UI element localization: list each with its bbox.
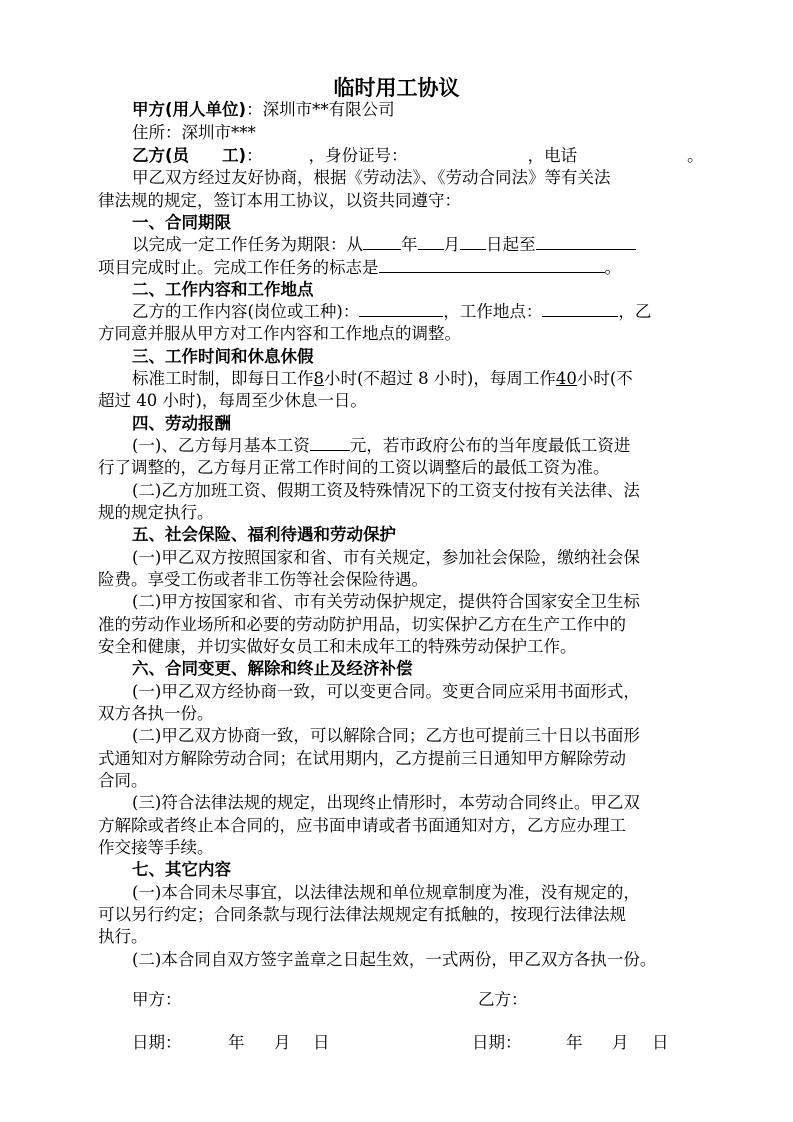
section-6-p2-line-3: 合同。 — [98, 771, 148, 790]
section-6-p1-line-2: 双方各执一份。 — [98, 704, 214, 723]
section-5-heading: 五、社会保险、福利待遇和劳动保护 — [132, 525, 396, 544]
start-year-blank — [363, 233, 401, 250]
party-a-line — [132, 98, 732, 122]
party-b-date-day: 日 — [652, 1033, 669, 1052]
section-1-line-2: 项目完成时止。完成工作任务的标志是 。 — [98, 258, 621, 277]
section-6-p2-line-1: (二)甲乙双方协商一致，可以解除合同；乙方也可提前三十日以书面形 — [132, 726, 640, 745]
section-7-p1-line-3: 执行。 — [98, 927, 148, 946]
section-4-heading: 四、劳动报酬 — [132, 414, 231, 433]
section-7-p1-line-1: (一)本合同未尽事宜，以法律法规和单位规章制度为准，没有规定的， — [132, 883, 640, 902]
end-blank — [536, 233, 636, 250]
party-b-date-year: 年 — [566, 1033, 583, 1052]
party-a-value: ：深圳市**有限公司 — [246, 100, 395, 119]
section-7-heading: 七、其它内容 — [132, 860, 231, 879]
intro-line-1: 甲乙双方经过友好协商，根据《劳动法》、《劳动合同法》等有关法 — [132, 168, 611, 187]
party-b-date-label: 日期： — [472, 1033, 522, 1052]
completion-mark-blank — [379, 256, 605, 273]
party-b-line: 乙方(员 工)： ，身份证号： ，电话 。 — [132, 146, 704, 165]
section-1-line-1: 以完成一定工作任务为期限：从 年 月 日起至 — [132, 233, 732, 257]
section-5-p2-line-2: 准的劳动作业场所和必要的劳动防护用品，切实保护乙方在生产工作中的 — [98, 615, 626, 634]
section-6-heading: 六、合同变更、解除和终止及经济补偿 — [132, 659, 413, 678]
section-6-p3-line-3: 作交接等手续。 — [98, 838, 214, 857]
party-a-date-year: 年 — [228, 1033, 245, 1052]
base-salary-blank — [310, 434, 350, 451]
section-7-p1-line-2: 可以另行约定；合同条款与现行法律法规规定有抵触的，按现行法律法规 — [98, 905, 626, 924]
section-3-line-2: 超过 40 小时)，每周至少休息一日。 — [98, 391, 367, 410]
party-a-label: 甲方(用人单位) — [132, 100, 247, 119]
section-6-p3-line-1: (三)符合法律法规的规定，出现终止情形时，本劳动合同终止。甲乙双 — [132, 793, 640, 812]
section-6-p2-line-2: 式通知对方解除劳动合同；在试用期内，乙方提前三日通知甲方解除劳动 — [98, 749, 626, 768]
section-5-p1-line-1: (一)甲乙双方按照国家和省、市有关规定，参加社会保险，缴纳社会保 — [132, 548, 640, 567]
party-b-signature-label: 乙方： — [478, 990, 528, 1009]
party-a-date-label: 日期： — [132, 1033, 182, 1052]
party-b-phone-label: ，电话 — [527, 146, 578, 165]
job-content-blank — [359, 300, 443, 317]
section-5-p1-line-2: 险费。享受工伤或者非工伤等社会保险待遇。 — [98, 570, 428, 589]
section-2-line-1: 乙方的工作内容(岗位或工种)： ，工作地点： ，乙 — [132, 302, 652, 321]
section-6-p3-line-2: 方解除或者终止本合同的，应书面申请或者书面通知对方，乙方应办理工 — [98, 816, 626, 835]
party-b-label: 乙方(员 工) — [132, 146, 247, 165]
section-3-heading: 三、工作时间和休息休假 — [132, 347, 314, 366]
section-3-line-1: 标准工时制，即每日工作8小时(不超过 8 小时)，每周工作40小时(不 — [132, 369, 633, 388]
section-1-heading: 一、合同期限 — [132, 213, 231, 232]
intro-line-2: 律法规的规定，签订本用工协议，以资共同遵守： — [98, 191, 461, 210]
section-2-line-2: 方同意并服从甲方对工作内容和工作地点的调整。 — [98, 324, 461, 343]
party-a-signature-label: 甲方： — [132, 990, 182, 1009]
party-b-date-month: 月 — [612, 1033, 629, 1052]
start-day-blank — [460, 233, 486, 250]
daily-hours: 8 — [313, 369, 324, 388]
weekly-hours: 40 — [555, 369, 577, 388]
address-line: 住所：深圳市*** — [132, 123, 256, 142]
document-title: 临时用工协议 — [333, 76, 460, 100]
section-4-p1-line-1: (一)、乙方每月基本工资 元，若市政府公布的当年度最低工资进 — [132, 436, 631, 455]
section-4-p2-line-2: 规的规定执行。 — [98, 503, 214, 522]
party-b-id-label: ，身份证号： — [308, 146, 408, 165]
party-a-date-month: 月 — [274, 1033, 291, 1052]
party-a-date-day: 日 — [313, 1033, 330, 1052]
section-2-heading: 二、工作内容和工作地点 — [132, 280, 314, 299]
section-7-p2-line-1: (二)本合同自双方签字盖章之日起生效，一式两份，甲乙双方各执一份。 — [132, 950, 657, 969]
section-6-p1-line-1: (一)甲乙双方经协商一致，可以变更合同。变更合同应采用书面形式， — [132, 682, 640, 701]
section-5-p2-line-3: 安全和健康，并切实做好女员工和未成年工的特殊劳动保护工作。 — [98, 637, 577, 656]
work-location-blank — [542, 300, 618, 317]
section-5-p2-line-1: (二)甲方按国家和省、市有关劳动保护规定，提供符合国家安全卫生标 — [132, 592, 640, 611]
section-4-p1-line-2: 行了调整的，乙方每月正常工作时间的工资以调整后的最低工资为准。 — [98, 458, 610, 477]
section-4-p2-line-1: (二)乙方加班工资、假期工资及特殊情况下的工资支付按有关法律、法 — [132, 481, 640, 500]
start-month-blank — [418, 233, 444, 250]
